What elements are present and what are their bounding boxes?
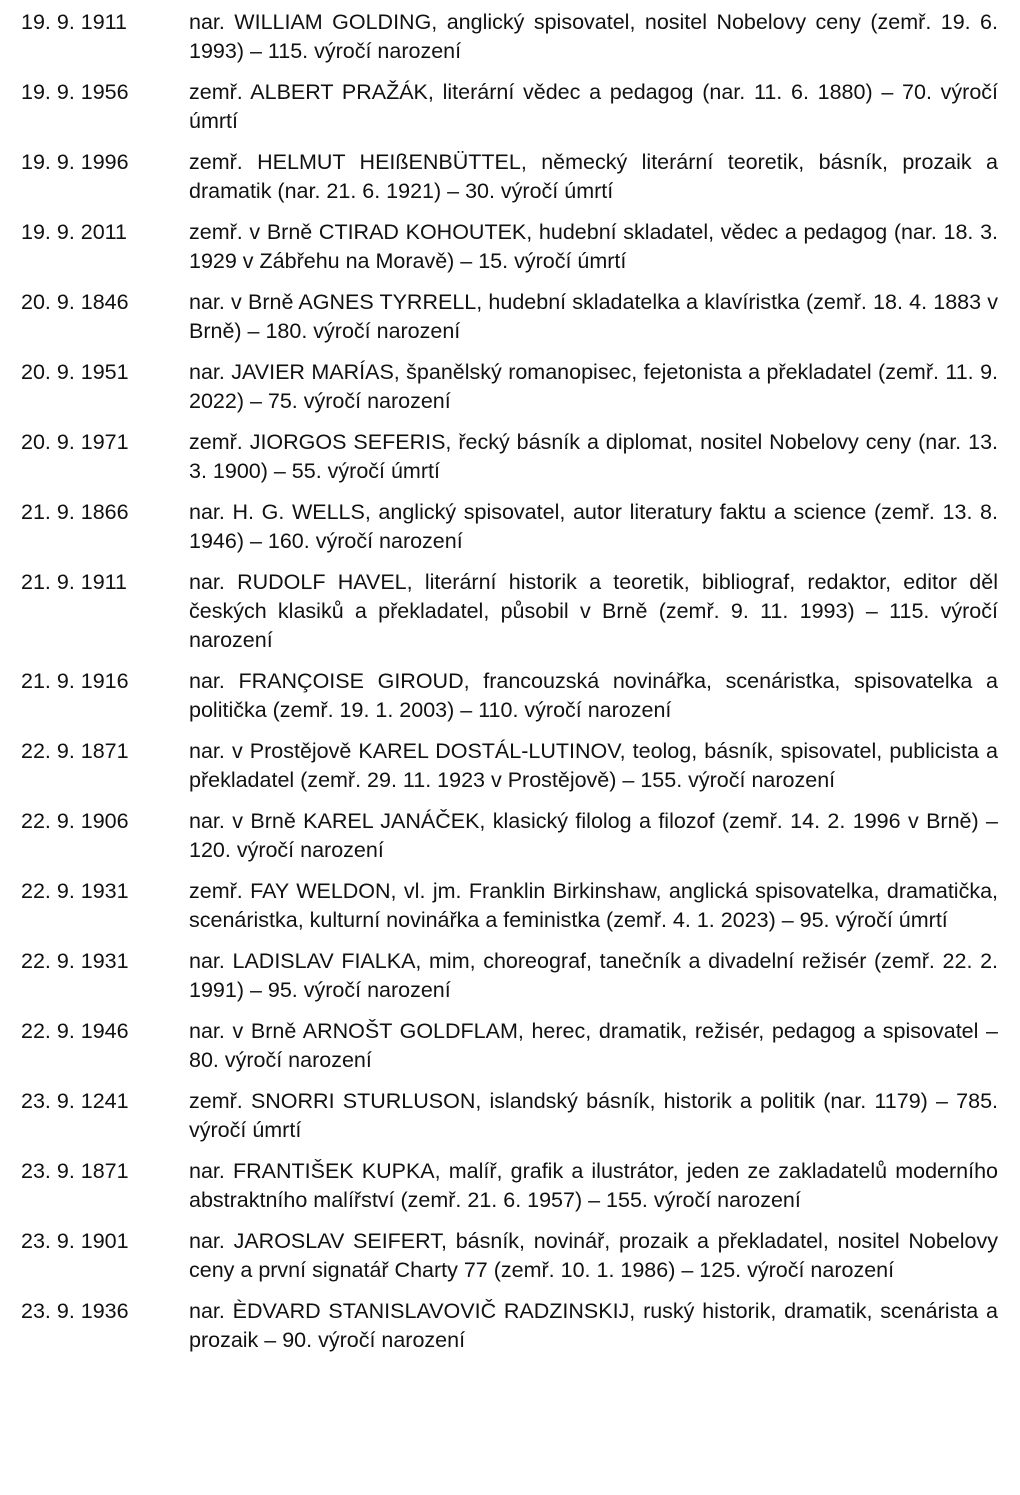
entry-text: zemř. v Brně CTIRAD KOHOUTEK, hudební skladatel, vědec a pedagog (nar. 18. 3. 1929 v Zábřehu na Moravě) – 15. výročí úmrtí xyxy=(189,220,998,273)
entry-row xyxy=(0,1087,1020,1145)
entry-date: 23. 9. 1871 xyxy=(21,1159,129,1183)
entry-date: 22. 9. 1871 xyxy=(21,739,129,763)
entry-row xyxy=(0,667,1020,725)
entry-date: 22. 9. 1931 xyxy=(21,879,129,903)
entry-date: 22. 9. 1946 xyxy=(21,1019,129,1043)
entry-date: 21. 9. 1866 xyxy=(21,500,129,524)
entry-text: nar. v Brně AGNES TYRRELL, hudební skladatelka a klavíristka (zemř. 18. 4. 1883 v Brně) – 180. výročí narození xyxy=(189,290,998,343)
entry-date: 23. 9. 1901 xyxy=(21,1229,129,1253)
entry-row xyxy=(0,218,1020,276)
entry-text: nar. H. G. WELLS, anglický spisovatel, autor literatury faktu a science (zemř. 13. 8. 1946) – 160. výročí narození xyxy=(189,500,998,553)
entry-row xyxy=(0,1227,1020,1285)
entry-date: 22. 9. 1931 xyxy=(21,949,129,973)
entry-date: 19. 9. 1911 xyxy=(21,10,127,34)
entry-date: 21. 9. 1911 xyxy=(21,570,127,594)
entry-text: nar. JAVIER MARÍAS, španělský romanopisec, fejetonista a překladatel (zemř. 11. 9. 2022) – 75. výročí narození xyxy=(189,360,998,413)
entry-text: nar. v Prostějově KAREL DOSTÁL-LUTINOV, teolog, básník, spisovatel, publicista a překladatel (zemř. 29. 11. 1923 v Prostějově) – 155. výročí narození xyxy=(189,739,998,792)
entry-text: nar. RUDOLF HAVEL, literární historik a teoretik, bibliograf, redaktor, editor děl českých klasiků a překladatel, působil v Brně (zemř. 9. 11. 1993) – 115. výročí narození xyxy=(189,570,998,652)
entry-date: 20. 9. 1971 xyxy=(21,430,129,454)
entry-date: 21. 9. 1916 xyxy=(21,669,129,693)
entry-row xyxy=(0,148,1020,206)
entry-text: zemř. HELMUT HEIßENBÜTTEL, německý literární teoretik, básník, prozaik a dramatik (nar. 21. 6. 1921) – 30. výročí úmrtí xyxy=(189,150,998,203)
entry-text: nar. ÈDVARD STANISLAVOVIČ RADZINSKIJ, ruský historik, dramatik, scenárista a prozaik – 90. výročí narození xyxy=(189,1299,998,1352)
entry-text: zemř. JIORGOS SEFERIS, řecký básník a diplomat, nositel Nobelovy ceny (nar. 13. 3. 1900) – 55. výročí úmrtí xyxy=(189,430,998,483)
entry-row xyxy=(0,1297,1020,1355)
entry-text: nar. FRANTIŠEK KUPKA, malíř, grafik a ilustrátor, jeden ze zakladatelů moderního abstraktního malířství (zemř. 21. 6. 1957) – 155. výročí narození xyxy=(189,1159,998,1212)
entry-text: nar. LADISLAV FIALKA, mim, choreograf, tanečník a divadelní režisér (zemř. 22. 2. 1991) – 95. výročí narození xyxy=(189,949,998,1002)
entry-date: 19. 9. 1956 xyxy=(21,80,129,104)
entry-row xyxy=(0,1157,1020,1215)
entry-date: 20. 9. 1951 xyxy=(21,360,129,384)
entry-row xyxy=(0,807,1020,865)
entry-row xyxy=(0,358,1020,416)
entry-row xyxy=(0,1017,1020,1075)
entry-date: 20. 9. 1846 xyxy=(21,290,129,314)
entry-text: nar. JAROSLAV SEIFERT, básník, novinář, prozaik a překladatel, nositel Nobelovy ceny a první signatář Charty 77 (zemř. 10. 1. 1986) – 125. výročí narození xyxy=(189,1229,998,1282)
entry-row xyxy=(0,498,1020,556)
entry-text: nar. v Brně KAREL JANÁČEK, klasický filolog a filozof (zemř. 14. 2. 1996 v Brně) – 120. výročí narození xyxy=(189,809,998,862)
entry-text: zemř. FAY WELDON, vl. jm. Franklin Birkinshaw, anglická spisovatelka, dramatička, scenáristka, kulturní novinářka a feministka (zemř. 4. 1. 2023) – 95. výročí úmrtí xyxy=(189,879,998,932)
entry-text: nar. FRANÇOISE GIROUD, francouzská novinářka, scenáristka, spisovatelka a politička (zemř. 19. 1. 2003) – 110. výročí narození xyxy=(189,669,998,722)
entry-text: nar. WILLIAM GOLDING, anglický spisovatel, nositel Nobelovy ceny (zemř. 19. 6. 1993) – 115. výročí narození xyxy=(189,10,998,63)
entry-date: 22. 9. 1906 xyxy=(21,809,129,833)
entry-row xyxy=(0,288,1020,346)
entry-text: nar. v Brně ARNOŠT GOLDFLAM, herec, dramatik, režisér, pedagog a spisovatel – 80. výročí narození xyxy=(189,1019,998,1072)
entry-row xyxy=(0,877,1020,935)
entry-row xyxy=(0,947,1020,1005)
entry-date: 23. 9. 1936 xyxy=(21,1299,129,1323)
entry-date: 19. 9. 1996 xyxy=(21,150,129,174)
entry-text: zemř. SNORRI STURLUSON, islandský básník, historik a politik (nar. 1179) – 785. výročí úmrtí xyxy=(189,1089,998,1142)
entry-row xyxy=(0,78,1020,136)
entry-date: 19. 9. 2011 xyxy=(21,220,127,244)
entry-row xyxy=(0,428,1020,486)
entry-date: 23. 9. 1241 xyxy=(21,1089,129,1113)
entry-row xyxy=(0,8,1020,66)
entry-row xyxy=(0,737,1020,795)
entry-row xyxy=(0,568,1020,655)
entry-text: zemř. ALBERT PRAŽÁK, literární vědec a pedagog (nar. 11. 6. 1880) – 70. výročí úmrtí xyxy=(189,80,998,133)
